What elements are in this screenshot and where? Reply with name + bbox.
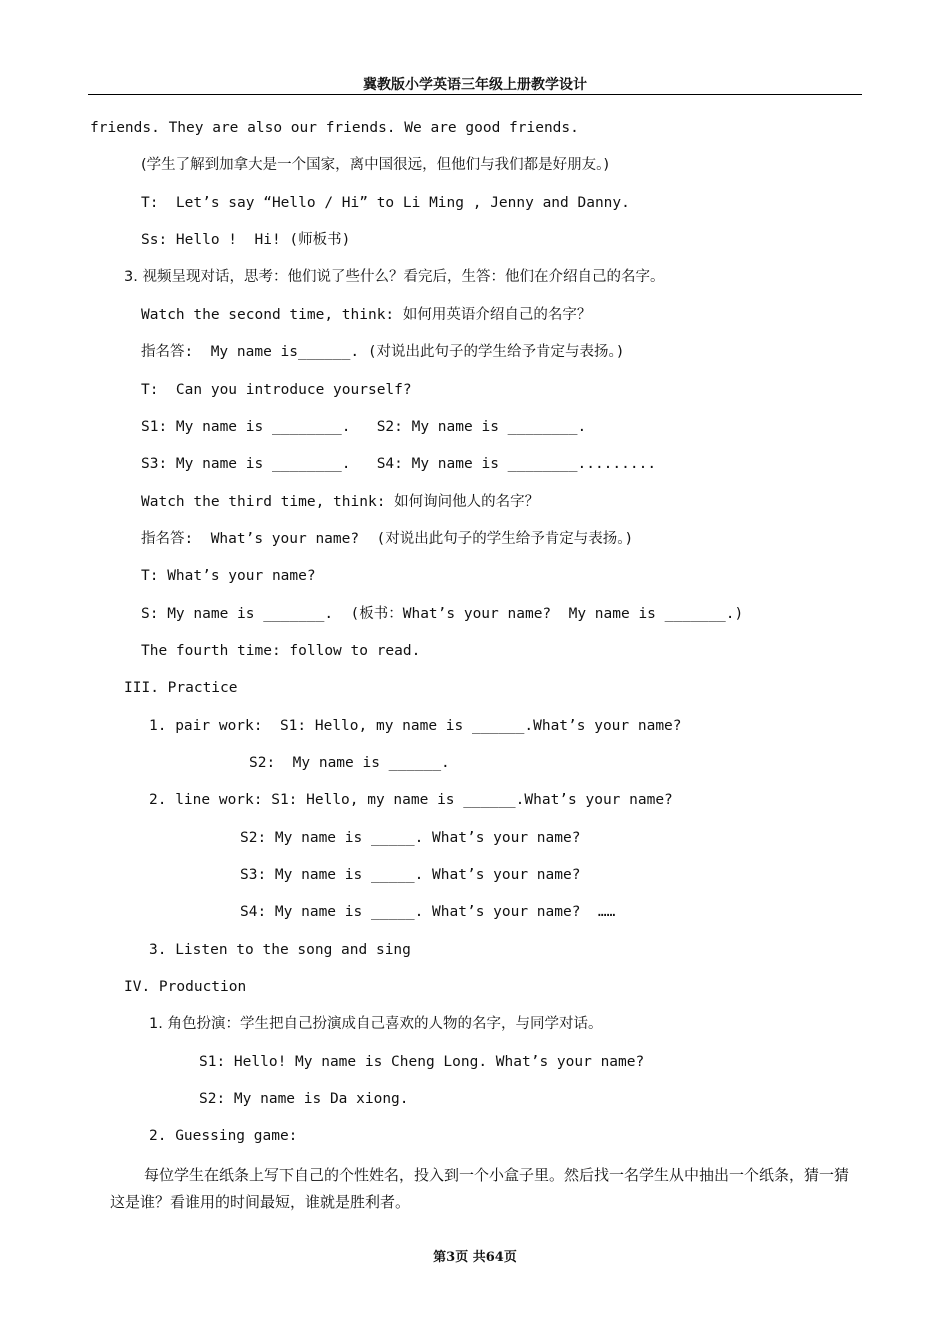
text-line: S3: My name is _____. What’s your name? bbox=[240, 867, 581, 883]
text-line: S2: My name is Da xiong. bbox=[199, 1091, 409, 1107]
text-line: T: Can you introduce yourself? bbox=[141, 382, 412, 398]
text-line: (学生了解到加拿大是一个国家，离中国很远，但他们与我们都是好朋友。) bbox=[141, 157, 610, 173]
text-line: S4: My name is _____. What’s your name? …… bbox=[240, 904, 616, 920]
text-line: 3. 视频呈现对话，思考：他们说了些什么？看完后，生答：他们在介绍自己的名字。 bbox=[124, 269, 665, 285]
text-line: 3. Listen to the song and sing bbox=[149, 942, 411, 958]
guessing-game-paragraph bbox=[110, 1162, 850, 1216]
text-line: 1. 角色扮演：学生把自己扮演成自己喜欢的人物的名字，与同学对话。 bbox=[149, 1016, 603, 1032]
text-line: Watch the third time, think: 如何询问他人的名字？ bbox=[141, 494, 540, 510]
text-line: S1: Hello! My name is Cheng Long. What’s your name? bbox=[199, 1054, 645, 1070]
text-line: S2: My name is ______. bbox=[249, 755, 450, 771]
section-heading: IV. Production bbox=[124, 979, 247, 995]
text-line: Watch the second time, think: 如何用英语介绍自己的名字？ bbox=[141, 307, 592, 323]
text-line: 2. line work: S1: Hello, my name is ______.What’s your name? bbox=[149, 792, 673, 808]
text-line: T: Let’s say “Hello / Hi” to Li Ming , Jenny and Danny. bbox=[141, 195, 630, 211]
text-line: S2: My name is _____. What’s your name? bbox=[240, 830, 581, 846]
paragraph-text: 每位学生在纸条上写下自己的个性姓名，投入到一个小盒子里。然后找一名学生从中抽出一个纸条，猜一猜这是谁？看谁用的时间最短，谁就是胜利者。 bbox=[110, 1166, 850, 1211]
text-line: Ss: Hello ! Hi! (师板书) bbox=[141, 232, 351, 248]
text-line: T: What’s your name? bbox=[141, 568, 316, 584]
page-header-title: 冀教版小学英语三年级上册教学设计 bbox=[363, 77, 587, 93]
text-line: 指名答: My name is______. (对说出此句子的学生给予肯定与表扬。) bbox=[141, 344, 625, 360]
text-line: friends. They are also our friends. We are good friends. bbox=[90, 120, 579, 136]
text-line: 指名答: What’s your name? (对说出此句子的学生给予肯定与表扬。) bbox=[141, 531, 634, 547]
text-line: 1. pair work: S1: Hello, my name is ______.What’s your name? bbox=[149, 718, 682, 734]
text-line: The fourth time: follow to read. bbox=[141, 643, 421, 659]
section-heading: III. Practice bbox=[124, 680, 238, 696]
text-line: S1: My name is ________. S2: My name is ________. bbox=[141, 419, 587, 435]
text-line: S: My name is _______. (板书：What’s your name? My name is _______.) bbox=[141, 606, 744, 622]
page-footer: 第3页 共64页 bbox=[433, 1250, 517, 1265]
text-line: S3: My name is ________. S4: My name is ________......... bbox=[141, 456, 657, 472]
text-line: 2. Guessing game: bbox=[149, 1128, 298, 1144]
header-divider bbox=[88, 94, 862, 95]
